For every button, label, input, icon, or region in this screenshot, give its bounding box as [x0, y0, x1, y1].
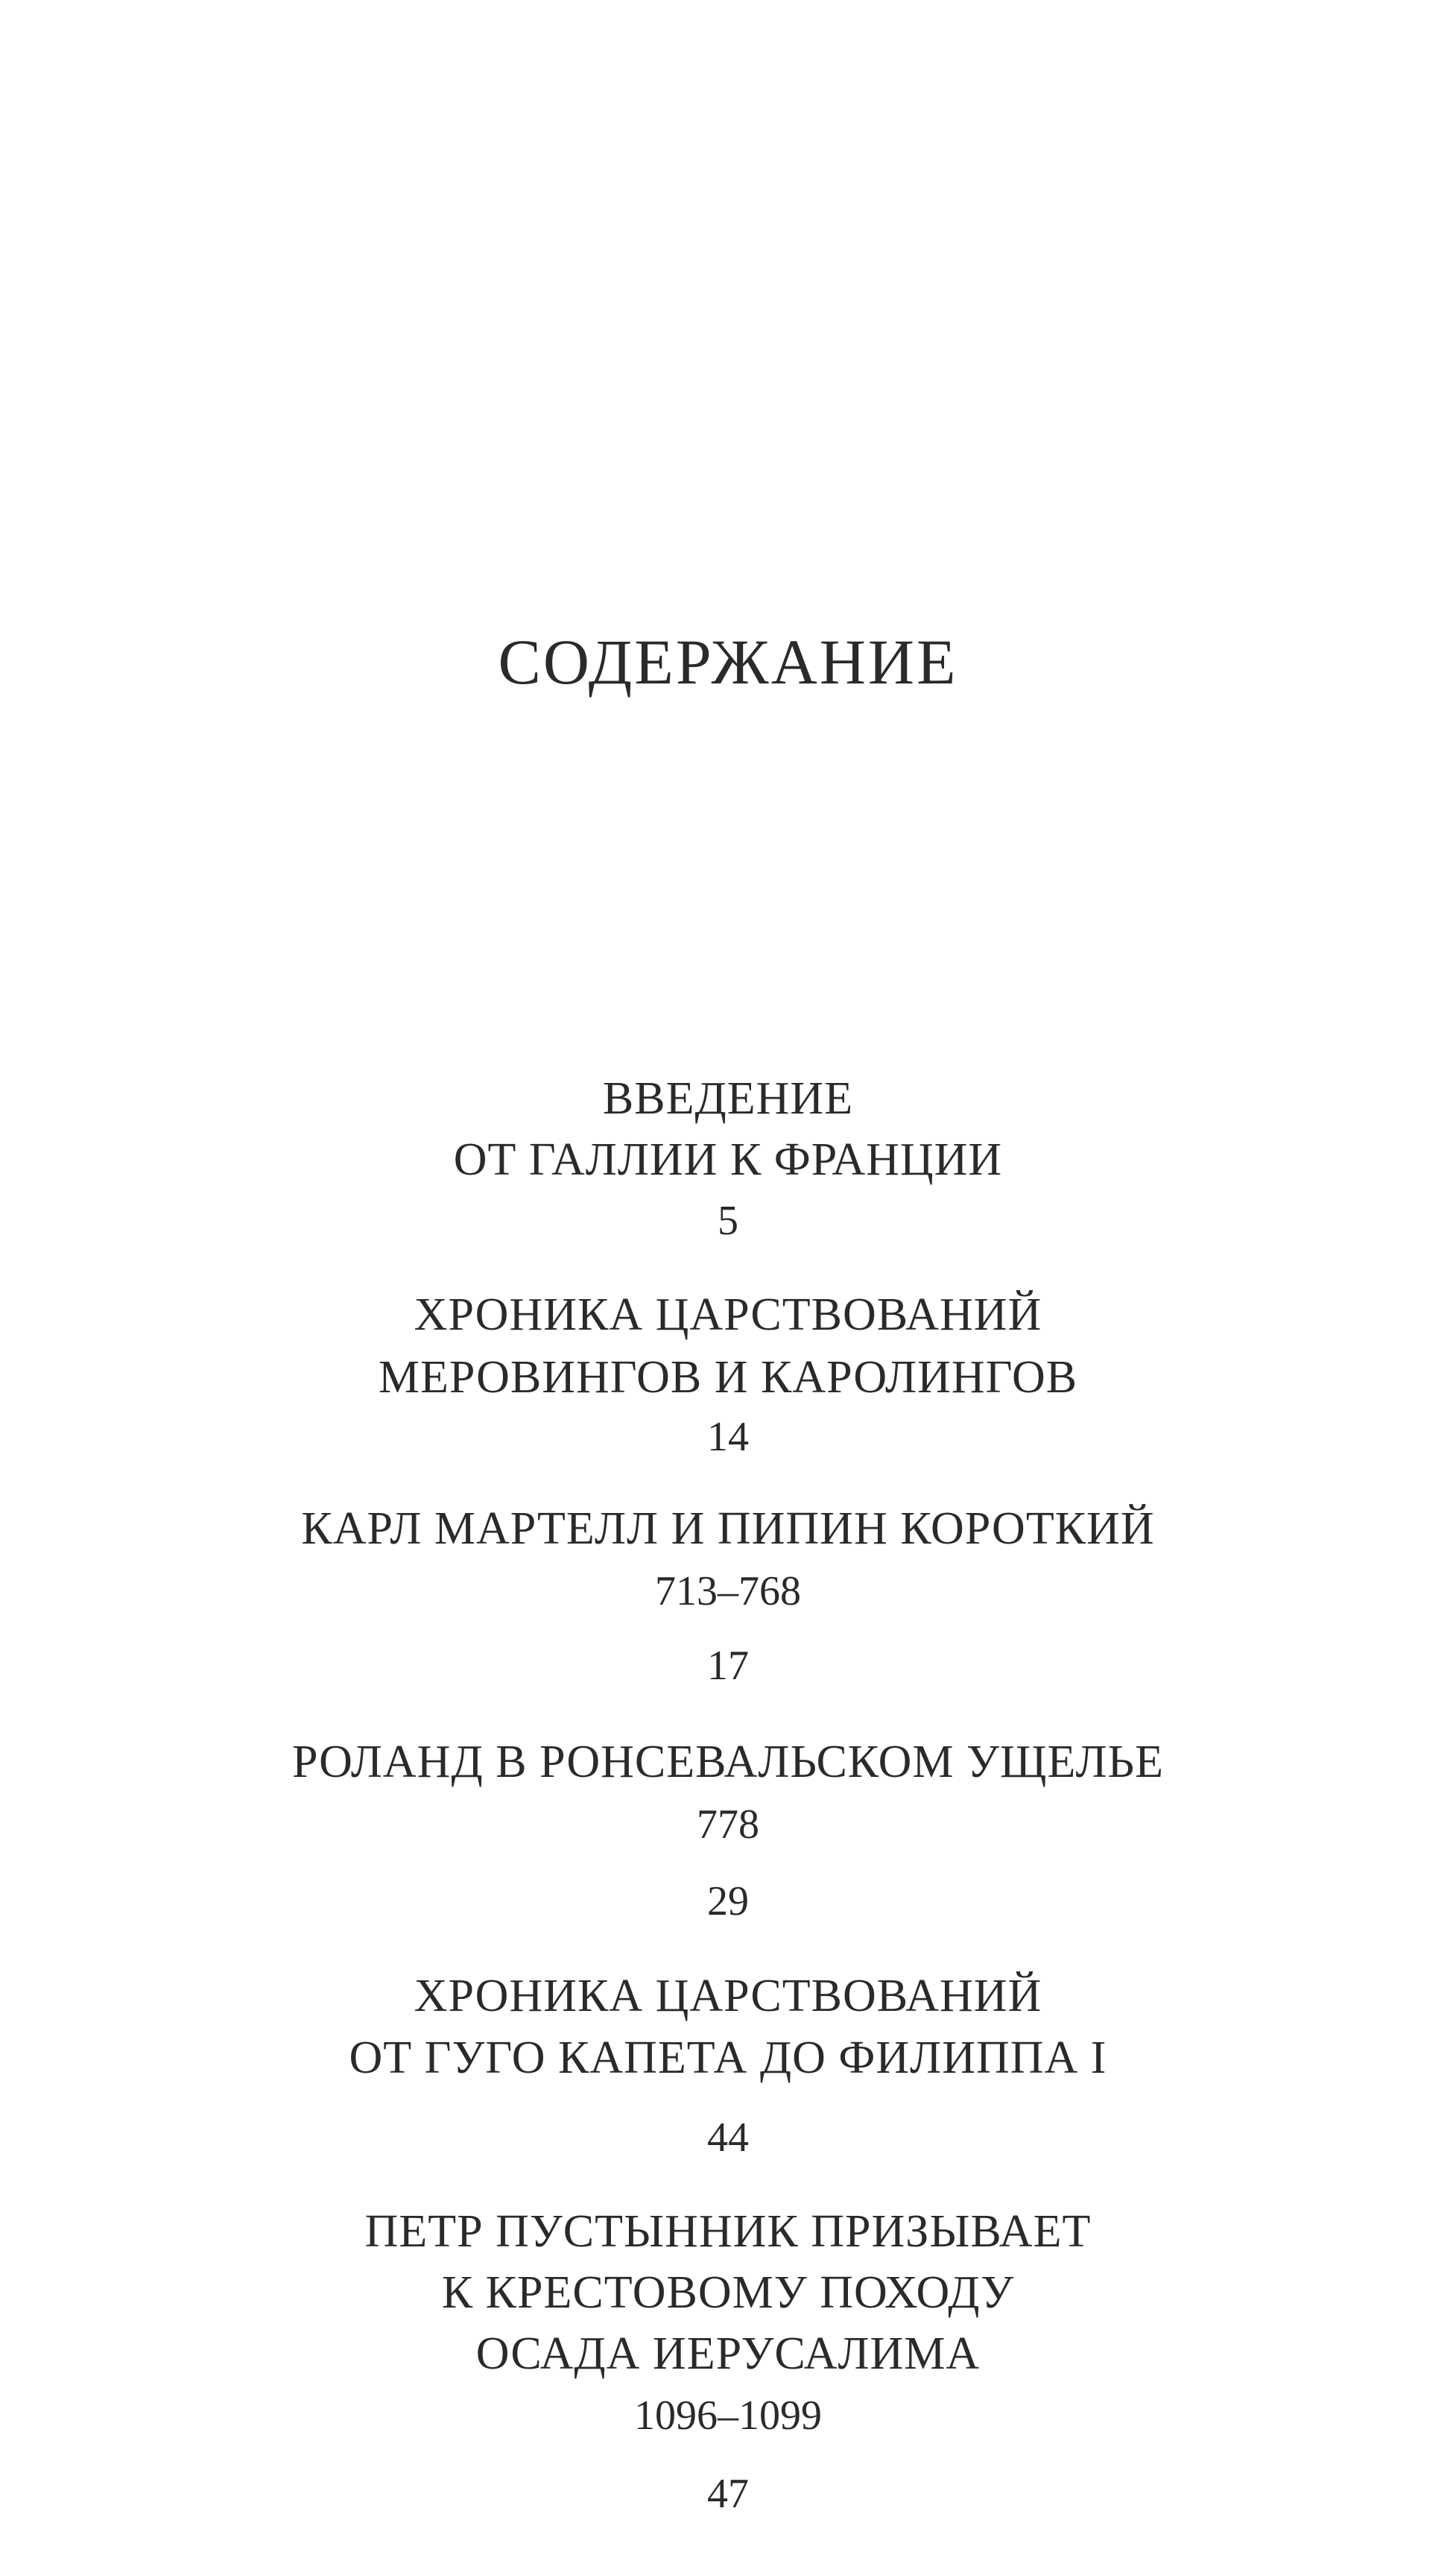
toc-entry-crusade-line-1: ПЕТР ПУСТЫННИК ПРИЗЫВАЕТ: [364, 2206, 1092, 2257]
toc-entry-merovingian-line-1: ХРОНИКА ЦАРСТВОВАНИЙ: [414, 1289, 1042, 1340]
toc-entry-introduction-line-1: ВВЕДЕНИЕ: [602, 1073, 854, 1124]
toc-entry-capetian-line-2: ОТ ГУГО КАПЕТА ДО ФИЛИППА I: [349, 2033, 1107, 2083]
toc-entry-merovingian-page: 14: [707, 1414, 749, 1460]
toc-entry-merovingian-line-2: МЕРОВИНГОВ И КАРОЛИНГОВ: [378, 1352, 1078, 1403]
toc-entry-crusade-page: 47: [707, 2471, 749, 2517]
toc-entry-crusade-years: 1096–1099: [634, 2392, 822, 2439]
toc-entry-roland-line-1: РОЛАНД В РОНСЕВАЛЬСКОМ УЩЕЛЬЕ: [291, 1737, 1165, 1787]
toc-entry-introduction-line-2: ОТ ГАЛЛИИ К ФРАНЦИИ: [453, 1134, 1003, 1185]
toc-entry-charles-martel-page: 17: [707, 1643, 749, 1689]
toc-entry-roland-page: 29: [707, 1878, 749, 1924]
toc-entry-capetian-line-1: ХРОНИКА ЦАРСТВОВАНИЙ: [414, 1971, 1042, 2021]
toc-entry-crusade-line-3: ОСАДА ИЕРУСАЛИМА: [475, 2328, 981, 2379]
toc-entry-crusade-line-2: К КРЕСТОВОМУ ПОХОДУ: [441, 2267, 1015, 2318]
toc-entry-introduction-page: 5: [718, 1198, 738, 1244]
page-title: СОДЕРЖАНИЕ: [498, 626, 958, 698]
toc-entry-capetian-page: 44: [707, 2114, 749, 2161]
toc-entry-charles-martel-years: 713–768: [655, 1568, 801, 1614]
toc-entry-roland-years: 778: [697, 1801, 759, 1848]
toc-entry-charles-martel-line-1: КАРЛ МАРТЕЛЛ И ПИПИН КОРОТКИЙ: [301, 1503, 1155, 1554]
